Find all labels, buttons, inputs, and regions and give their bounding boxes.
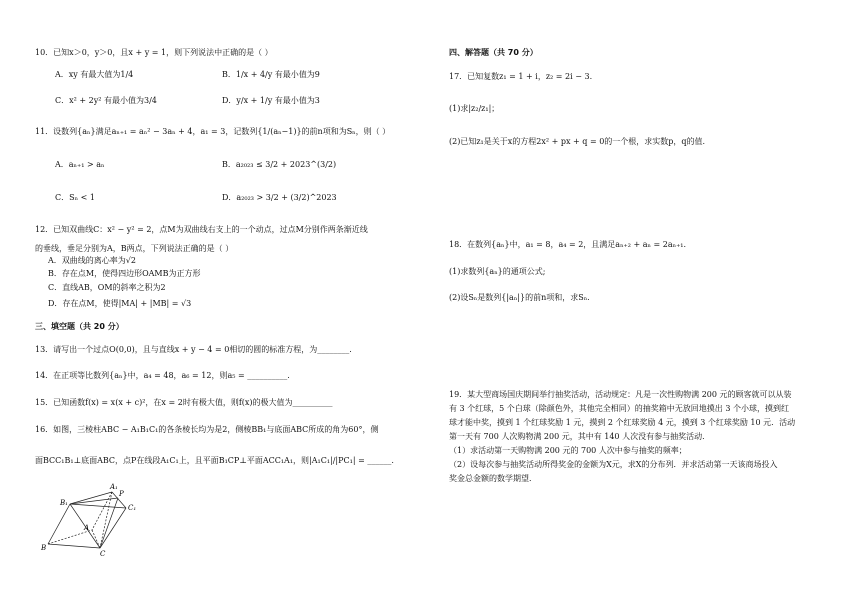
q14: 14．在正项等比数列{aₙ}中，a₄ = 48，a₆ = 12，则a₅ = __________. (35, 371, 290, 380)
q16-line1: 16．如图，三棱柱ABC − A₁B₁C₁的各条棱长均为是2，侧棱BB₁与底面ABC所成的角为60°，侧 (35, 425, 379, 434)
q19-line1: 19．某大型商场国庆期间举行抽奖活动，活动规定：凡是一次性购物满 200 元的顾客就可以从装 (449, 390, 792, 399)
label-c1: C₁ (128, 504, 137, 512)
q13: 13．请写出一个过点O(0,0)，且与直线x + y − 4 = 0相切的圆的标准方程，为________. (35, 345, 352, 354)
q19-line5: （1）求活动第一天购物满 200 元的 700 人次中参与抽奖的频率； (449, 446, 687, 455)
label-a1: A₁ (110, 483, 118, 491)
q19-line6: （2）设每次参与抽奖活动所得奖金的金额为X元，求X的分布列．并求活动第一天该商场投入 (449, 460, 778, 469)
q12-stem-line2: 的垂线，垂足分别为A，B两点，下列说法正确的是（ ） (35, 244, 234, 253)
q17-part2: (2)已知z₁是关于x的方程2x² + px + q = 0的一个根，求实数p，q的值. (449, 137, 706, 146)
q10-option-d: D．y/x + 1/y 有最小值为3 (222, 96, 320, 105)
q19-line2: 有 3 个红球，5 个白球（除颜色外，其他完全相同）的抽奖箱中无放回地摸出 3 个小球，摸到红 (449, 404, 789, 413)
q11-stem: 11．设数列{aₙ}满足aₙ₊₁ = aₙ² − 3aₙ + 4，a₁ = 3，记数列{1/(aₙ−1)}的前n项和为Sₙ，则（ ） (35, 127, 391, 136)
label-c: C (100, 550, 106, 558)
q18-stem: 18．在数列{aₙ}中，a₁ = 8，a₄ = 2，且满足aₙ₊₂ + aₙ = 2aₙ₊₁. (449, 240, 687, 249)
q11-option-c: C．Sₙ < 1 (55, 193, 95, 202)
label-b: B (41, 544, 47, 552)
q19-line7: 奖金总金额的数学期望． (449, 474, 537, 483)
q11-option-a: A．aₙ₊₁ > aₙ (55, 160, 105, 169)
q10-option-b: B．1/x + 4/y 有最小值为9 (222, 70, 320, 79)
section-3-heading: 三、填空题（共 20 分） (35, 322, 124, 331)
q12-option-a: A．双曲线的离心率为√2 (48, 256, 136, 265)
q16-line2: 面BCC₁B₁⊥底面ABC，点P在线段A₁C₁上，且平面B₁CP⊥平面ACC₁A₁，则|A₁C₁|/|PC₁| = ______. (35, 456, 394, 465)
label-b1: B₁ (60, 499, 68, 507)
q19-line3: 球才能中奖，摸到 1 个红球奖励 1 元，摸到 2 个红球奖励 4 元，摸到 3 个红球奖励 10 元．活动 (449, 418, 796, 427)
q18-part2: (2)设Sₙ是数列{|aₙ|}的前n项和，求Sₙ. (449, 293, 590, 302)
q12-option-b: B．存在点M，使得四边形OAMB为正方形 (48, 269, 201, 278)
label-a: A (84, 524, 90, 532)
q11-option-d: D．a₂₀₂₃ > 3/2 + (3/2)^2023 (222, 193, 337, 202)
section-4-heading: 四、解答题（共 70 分） (449, 48, 538, 57)
q12-option-d: D．存在点M，使得|MA| + |MB| = √3 (48, 299, 192, 308)
label-p: P (119, 490, 124, 498)
q17-stem: 17．已知复数z₁ = 1 + i，z₂ = 2i − 3. (449, 72, 593, 81)
q19-line4: 第一天有 700 人次购物满 200 元，其中有 140 人次没有参与抽奖活动． (449, 432, 711, 441)
q18-part1: (1)求数列{aₙ}的通项公式; (449, 267, 546, 276)
q12-option-c: C．直线AB，OM的斜率之积为2 (48, 283, 166, 292)
prism-figure (40, 478, 150, 558)
q12-stem-line1: 12．已知双曲线C：x² − y² = 2，点M为双曲线右支上的一个动点，过点M分别作两条渐近线 (35, 225, 368, 234)
q10-option-a: A．xy 有最大值为1/4 (55, 70, 134, 79)
q11-option-b: B．a₂₀₂₃ ≤ 3/2 + 2023^(3/2) (222, 160, 337, 169)
q10-stem: 10．已知x＞0，y＞0，且x + y = 1，则下列说法中正确的是（ ） (35, 48, 273, 57)
q10-option-c: C．x² + 2y² 有最小值为3/4 (55, 96, 157, 105)
q17-part1: (1)求|z₂/z₁|； (449, 104, 500, 113)
q15: 15．已知函数f(x) = x(x + c)²，在x = 2时有极大值，则f(x)的极大值为__________ (35, 398, 333, 407)
